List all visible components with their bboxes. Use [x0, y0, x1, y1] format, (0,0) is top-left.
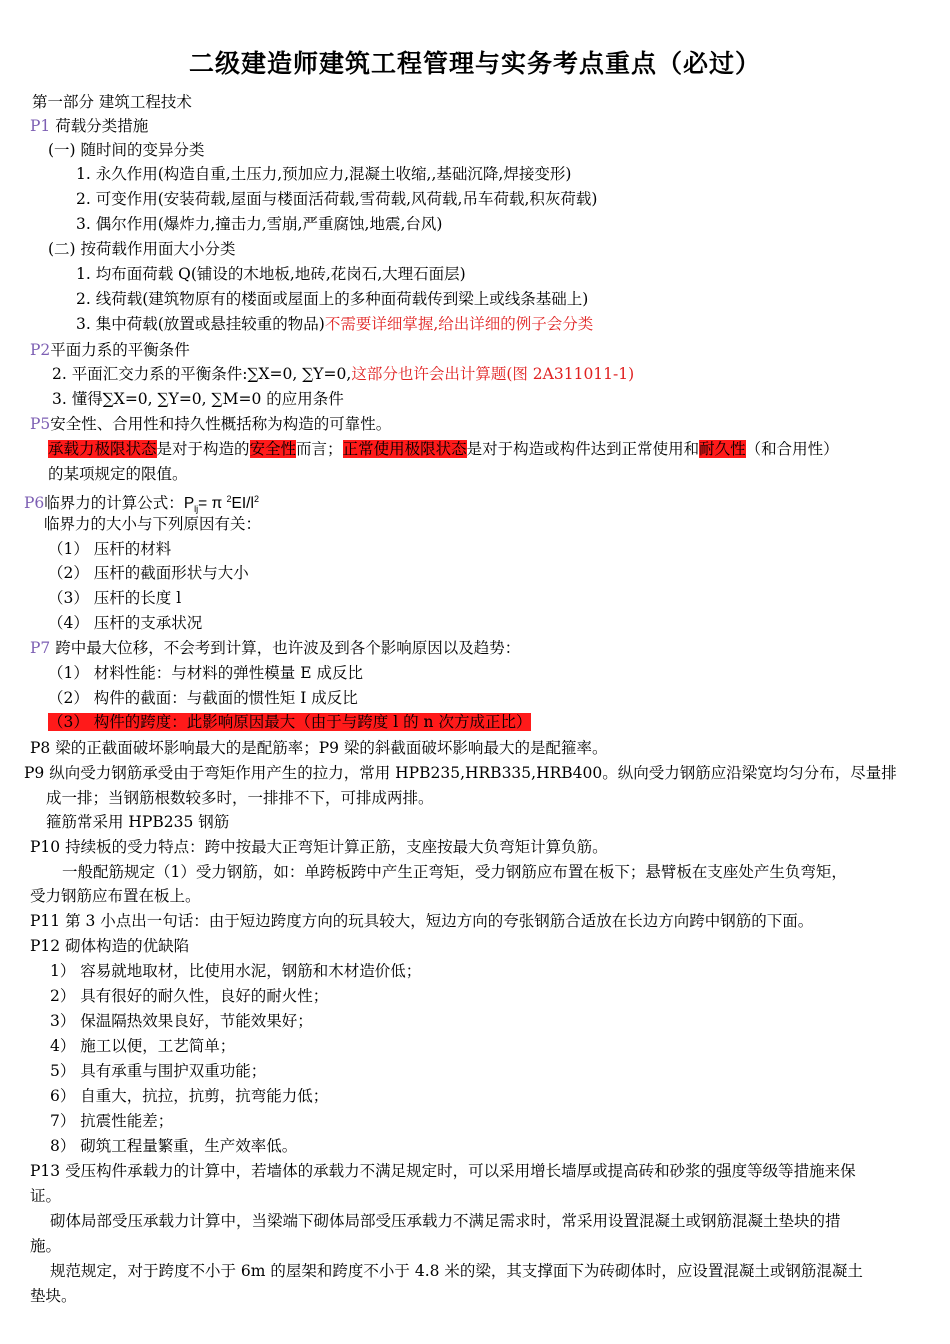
p12-item-5: 5） 具有承重与围护双重功能； [50, 1062, 267, 1080]
p6-label: 临界力的计算公式： [44, 494, 184, 513]
p1-heading-text: 荷载分类措施 [50, 117, 149, 135]
p1-item-6 [76, 314, 593, 334]
p5-t1: 是对于构造的 [156, 440, 250, 458]
p6-intro: 临界力的大小与下列原因有关： [44, 515, 262, 533]
p13-line-4: 施。 [30, 1237, 62, 1255]
p13-line-6: 垫块。 [30, 1287, 77, 1305]
p9-line-3: 箍筋常采用 HPB235 钢筋 [46, 813, 230, 831]
p2-note: 这部分也许会出计算题(图 2A311011-1) [351, 365, 635, 383]
formula-p: P [183, 495, 195, 513]
p2-heading [30, 340, 190, 360]
p6-item-2: （2） 压杆的截面形状与大小 [48, 564, 249, 582]
highlight-durability: 耐久性 [699, 440, 746, 458]
p5-tag: P5 [30, 415, 51, 433]
p12-item-4: 4） 施工以便，工艺简单； [50, 1037, 236, 1055]
p1-heading [30, 116, 148, 136]
p2-item-2 [52, 364, 634, 384]
p7-item-3 [48, 712, 531, 732]
p5-line-2 [48, 439, 839, 459]
p5-line-1 [30, 414, 391, 434]
p1-item-5: 2. 线荷载(建筑物原有的楼面或屋面上的多种面荷载传到梁上或线条基础上) [76, 290, 589, 308]
part-heading: 第一部分 建筑工程技术 [32, 93, 192, 111]
formula-rest: = π [198, 495, 227, 513]
p2-tag: P2 [30, 341, 51, 359]
p6-item-3: （3） 压杆的长度 l [48, 589, 182, 607]
p1-item-1: 1. 永久作用(构造自重,土压力,预加应力,混凝土收缩,,基础沉降,焊接变形) [76, 165, 572, 183]
p5-line-3: 的某项规定的限值。 [48, 465, 188, 483]
p13-line-5: 规范规定，对于跨度不小于 6m 的屋架和跨度不小于 4.8 米的梁，其支撑面下为砖砌体时，应设置混凝土或钢筋混凝土 [50, 1262, 863, 1280]
formula-sup2: 2 [253, 494, 259, 504]
page-title: 二级建造师建筑工程管理与实务考点重点（必过） [188, 49, 761, 78]
highlight-serviceability-limit: 正常使用极限状态 [342, 440, 467, 458]
p1-item-3: 3. 偶尔作用(爆炸力,撞击力,雪崩,严重腐蚀,地震,台风) [76, 215, 443, 233]
p13-line-2: 证。 [30, 1187, 62, 1205]
p2-item-3: 3. 懂得∑X=0, ∑Y=0, ∑M=0 的应用条件 [52, 390, 344, 408]
p9-line-1: P9 纵向受力钢筋承受由于弯矩作用产生的拉力，常用 HPB235,HRB335,HRB400。纵向受力钢筋应沿梁宽均匀分布，尽量排 [24, 764, 897, 782]
p1-item-2: 2. 可变作用(安装荷载,屋面与楼面活荷载,雪荷载,风荷载,吊车荷载,积灰荷载) [76, 190, 598, 208]
p7-tag: P7 [30, 639, 51, 657]
p1-item-6-text: 3. 集中荷载(放置或悬挂较重的物品) [76, 315, 325, 333]
p12-heading: P12 砌体构造的优缺陷 [30, 937, 190, 955]
formula-sup: 2 [226, 494, 232, 504]
p7-item-1: （1） 材料性能：与材料的弹性模量 E 成反比 [48, 664, 363, 682]
p1-subheading-1: (一) 随时间的变异分类 [48, 141, 205, 159]
p13-line-3: 砌体局部受压承载力计算中，当梁端下砌体局部受压承载力不满足需求时，常采用设置混凝土或钢筋混凝土垫块的措 [50, 1212, 841, 1230]
p7-item-2: （2） 构件的截面：与截面的惯性矩 I 成反比 [48, 689, 358, 707]
p9-line-2: 成一排；当钢筋根数较多时，一排排不下，可排成两排。 [46, 789, 434, 807]
p1-note: 不需要详细掌握,给出详细的例子会分类 [324, 315, 594, 333]
p5-t4: （和合用性） [745, 440, 839, 458]
p5-t2: 而言； [296, 440, 343, 458]
formula [183, 494, 259, 515]
p6-item-1: （1） 压杆的材料 [48, 540, 172, 558]
p1-subheading-2: (二) 按荷载作用面大小分类 [48, 240, 236, 258]
p5-t3: 是对于构造或构件达到正常使用和 [466, 440, 700, 458]
p7-heading [30, 638, 520, 658]
p2-item-2-text: 2. 平面汇交力系的平衡条件:∑X=0, ∑Y=0, [52, 365, 352, 383]
p2-heading-text: 平面力系的平衡条件 [50, 341, 190, 359]
p8-line: P8 梁的正截面破坏影响最大的是配筋率；P9 梁的斜截面破坏影响最大的是配箍率。 [30, 739, 608, 757]
p5-text: 安全性、合用性和持久性概括称为构造的可靠性。 [50, 415, 392, 433]
p6-tag: P6 [24, 494, 45, 513]
p12-item-2: 2） 具有很好的耐久性，良好的耐火性； [50, 987, 329, 1005]
p6-item-4: （4） 压杆的支承状况 [48, 614, 203, 632]
p7-heading-text: 跨中最大位移，不会考到计算，也许波及到各个影响原因以及趋势： [50, 639, 521, 657]
p13-line-1: P13 受压构件承载力的计算中，若墙体的承载力不满足规定时，可以采用增长墙厚或提高砖和砂浆的强度等级等措施来保 [30, 1162, 856, 1180]
p1-tag: P1 [30, 117, 51, 135]
p10-line-3: 受力钢筋应布置在板上。 [30, 887, 201, 905]
p11-line: P11 第 3 小点出一句话：由于短边跨度方向的玩具较大，短边方向的夸张钢筋合适放在长边方向跨中钢筋的下面。 [30, 912, 814, 930]
formula-tail: EI/l [231, 495, 254, 513]
formula-sub: lj [194, 504, 199, 515]
p12-item-8: 8） 砌筑工程量繁重，生产效率低。 [50, 1137, 298, 1155]
p12-item-3: 3） 保温隔热效果良好，节能效果好； [50, 1012, 313, 1030]
highlight-bearing-limit: 承载力极限状态 [48, 440, 157, 458]
p1-item-4: 1. 均布面荷载 Q(铺设的木地板,地砖,花岗石,大理石面层) [76, 265, 466, 283]
p12-item-1: 1） 容易就地取材，比使用水泥，钢筋和木材造价低； [50, 962, 422, 980]
p10-line-1: P10 持续板的受力特点：跨中按最大正弯矩计算正筋，支座按最大负弯矩计算负筋。 [30, 838, 608, 856]
p12-item-6: 6） 自重大，抗拉，抗剪，抗弯能力低； [50, 1087, 329, 1105]
highlight-span-effect: （3） 构件的跨度：此影响原因最大（由于与跨度 l 的 n 次方成正比） [48, 713, 532, 731]
highlight-safety: 安全性 [249, 440, 297, 458]
p12-item-7: 7） 抗震性能差； [50, 1112, 174, 1130]
p10-line-2: 一般配筋规定（1）受力钢筋，如：单跨板跨中产生正弯矩，受力钢筋应布置在板下；悬臂板在支座处产生负弯矩， [62, 863, 847, 881]
